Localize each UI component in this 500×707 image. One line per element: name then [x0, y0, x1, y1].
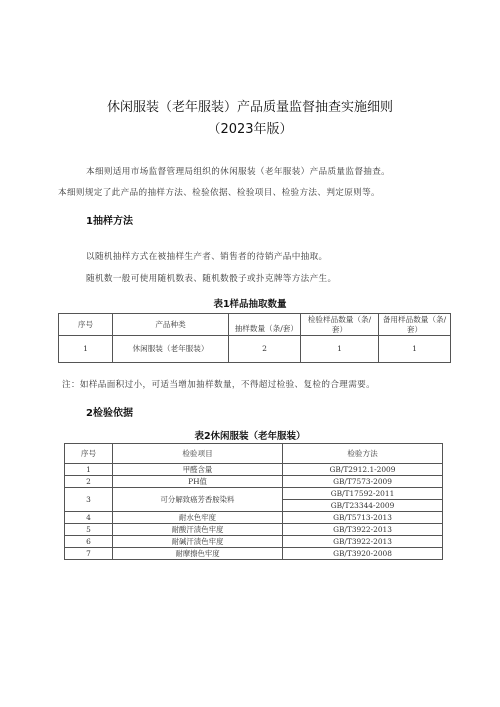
document-subtitle: （2023年版） — [207, 122, 293, 137]
table2-cell-seq: 5 — [65, 524, 113, 536]
table2-cell-item: 甲醛含量 — [113, 464, 283, 476]
table2-header-row — [65, 444, 443, 464]
table2-cell-seq: 6 — [65, 536, 113, 548]
table2-cell-seq: 4 — [65, 512, 113, 524]
table2-cell-method: GB/T3922-2013 — [283, 536, 443, 548]
table1-header-sample-qty-text: 抽样数量（条/套） — [234, 323, 298, 333]
table1-cell-backup-qty: 1 — [379, 336, 451, 363]
table1-header-inspect-qty-text: 检验样品数量（条/套） — [307, 315, 372, 334]
table1-header-sample-qty — [229, 314, 301, 336]
sample-quantity-table — [58, 313, 451, 363]
table1-header-seq: 序号 — [59, 314, 113, 336]
table2-cell-method: GB/T5713-2013 — [283, 512, 443, 524]
table1-header-inspect-qty — [301, 314, 379, 336]
table2-cell-item: 耐水色牢度 — [113, 512, 283, 524]
table1-cell-inspect-qty: 1 — [301, 336, 379, 363]
table2-cell-method: GB/T17592-2011 — [283, 488, 443, 500]
table-row — [65, 536, 443, 548]
table1-cell-sample-qty: 2 — [229, 336, 301, 363]
table2-header-seq: 序号 — [65, 444, 113, 464]
table-row — [65, 488, 443, 500]
table2-cell-item: PH值 — [113, 476, 283, 488]
table1-header-product: 产品种类 — [113, 314, 229, 336]
table1-header-backup-qty-text: 备用样品数量（条/套） — [382, 315, 447, 334]
table-row — [59, 336, 451, 363]
table2-cell-item: 耐碱汗渍色牢度 — [113, 536, 283, 548]
table2-cell-seq: 3 — [65, 488, 113, 512]
table-row — [65, 476, 443, 488]
table2-cell-method: GB/T23344-2009 — [283, 500, 443, 512]
table2-cell-item: 耐摩擦色牢度 — [113, 548, 283, 560]
table2-cell-seq: 7 — [65, 548, 113, 560]
table2-cell-method: GB/T7573-2009 — [283, 476, 443, 488]
section1-heading: 1抽样方法 — [86, 216, 133, 227]
section1-paragraph1: 以随机抽样方式在被抽样生产者、销售者的待销产品中抽取。 — [86, 252, 328, 262]
table1-header-backup-qty — [379, 314, 451, 336]
table2-cell-seq: 2 — [65, 476, 113, 488]
table2-cell-method: GB/T3922-2013 — [283, 524, 443, 536]
table2-header-item: 检验项目 — [113, 444, 283, 464]
document-title: 休闲服装（老年服装）产品质量监督抽查实施细则 — [106, 100, 393, 115]
section2-heading: 2检验依据 — [86, 408, 133, 419]
table2-cell-item: 耐酸汗渍色牢度 — [113, 524, 283, 536]
table1-note: 注：如样品面积过小，可适当增加抽样数量，不得超过检验、复检的合理需要。 — [62, 380, 376, 390]
table-row — [65, 548, 443, 560]
table-row — [65, 524, 443, 536]
table2-cell-item: 可分解致癌芳香胺染料 — [113, 488, 283, 512]
table2-cell-method: GB/T3920-2008 — [283, 548, 443, 560]
table-row — [65, 512, 443, 524]
section1-paragraph2: 随机数一般可使用随机数表、随机数骰子或扑克牌等方法产生。 — [86, 274, 337, 284]
table1-header-row — [59, 314, 451, 336]
table2-cell-method: GB/T2912.1-2009 — [283, 464, 443, 476]
intro-paragraph-line2: 本细则规定了此产品的抽样方法、检验依据、检验项目、检验方法、判定原则等。 — [58, 188, 380, 198]
inspection-items-table — [64, 443, 443, 560]
table1-caption: 表1样品抽取数量 — [213, 299, 287, 310]
table2-caption: 表2休闲服装（老年服装） — [194, 431, 306, 442]
intro-paragraph-line1: 本细则适用市场监督管理局组织的休闲服装（老年服装）产品质量监督抽查。 — [86, 167, 391, 177]
table2-header-method: 检验方法 — [283, 444, 443, 464]
table-row — [65, 464, 443, 476]
table1-cell-product: 休闲服装（老年服装） — [113, 336, 229, 363]
table2-cell-seq: 1 — [65, 464, 113, 476]
table1-cell-seq: 1 — [59, 336, 113, 363]
